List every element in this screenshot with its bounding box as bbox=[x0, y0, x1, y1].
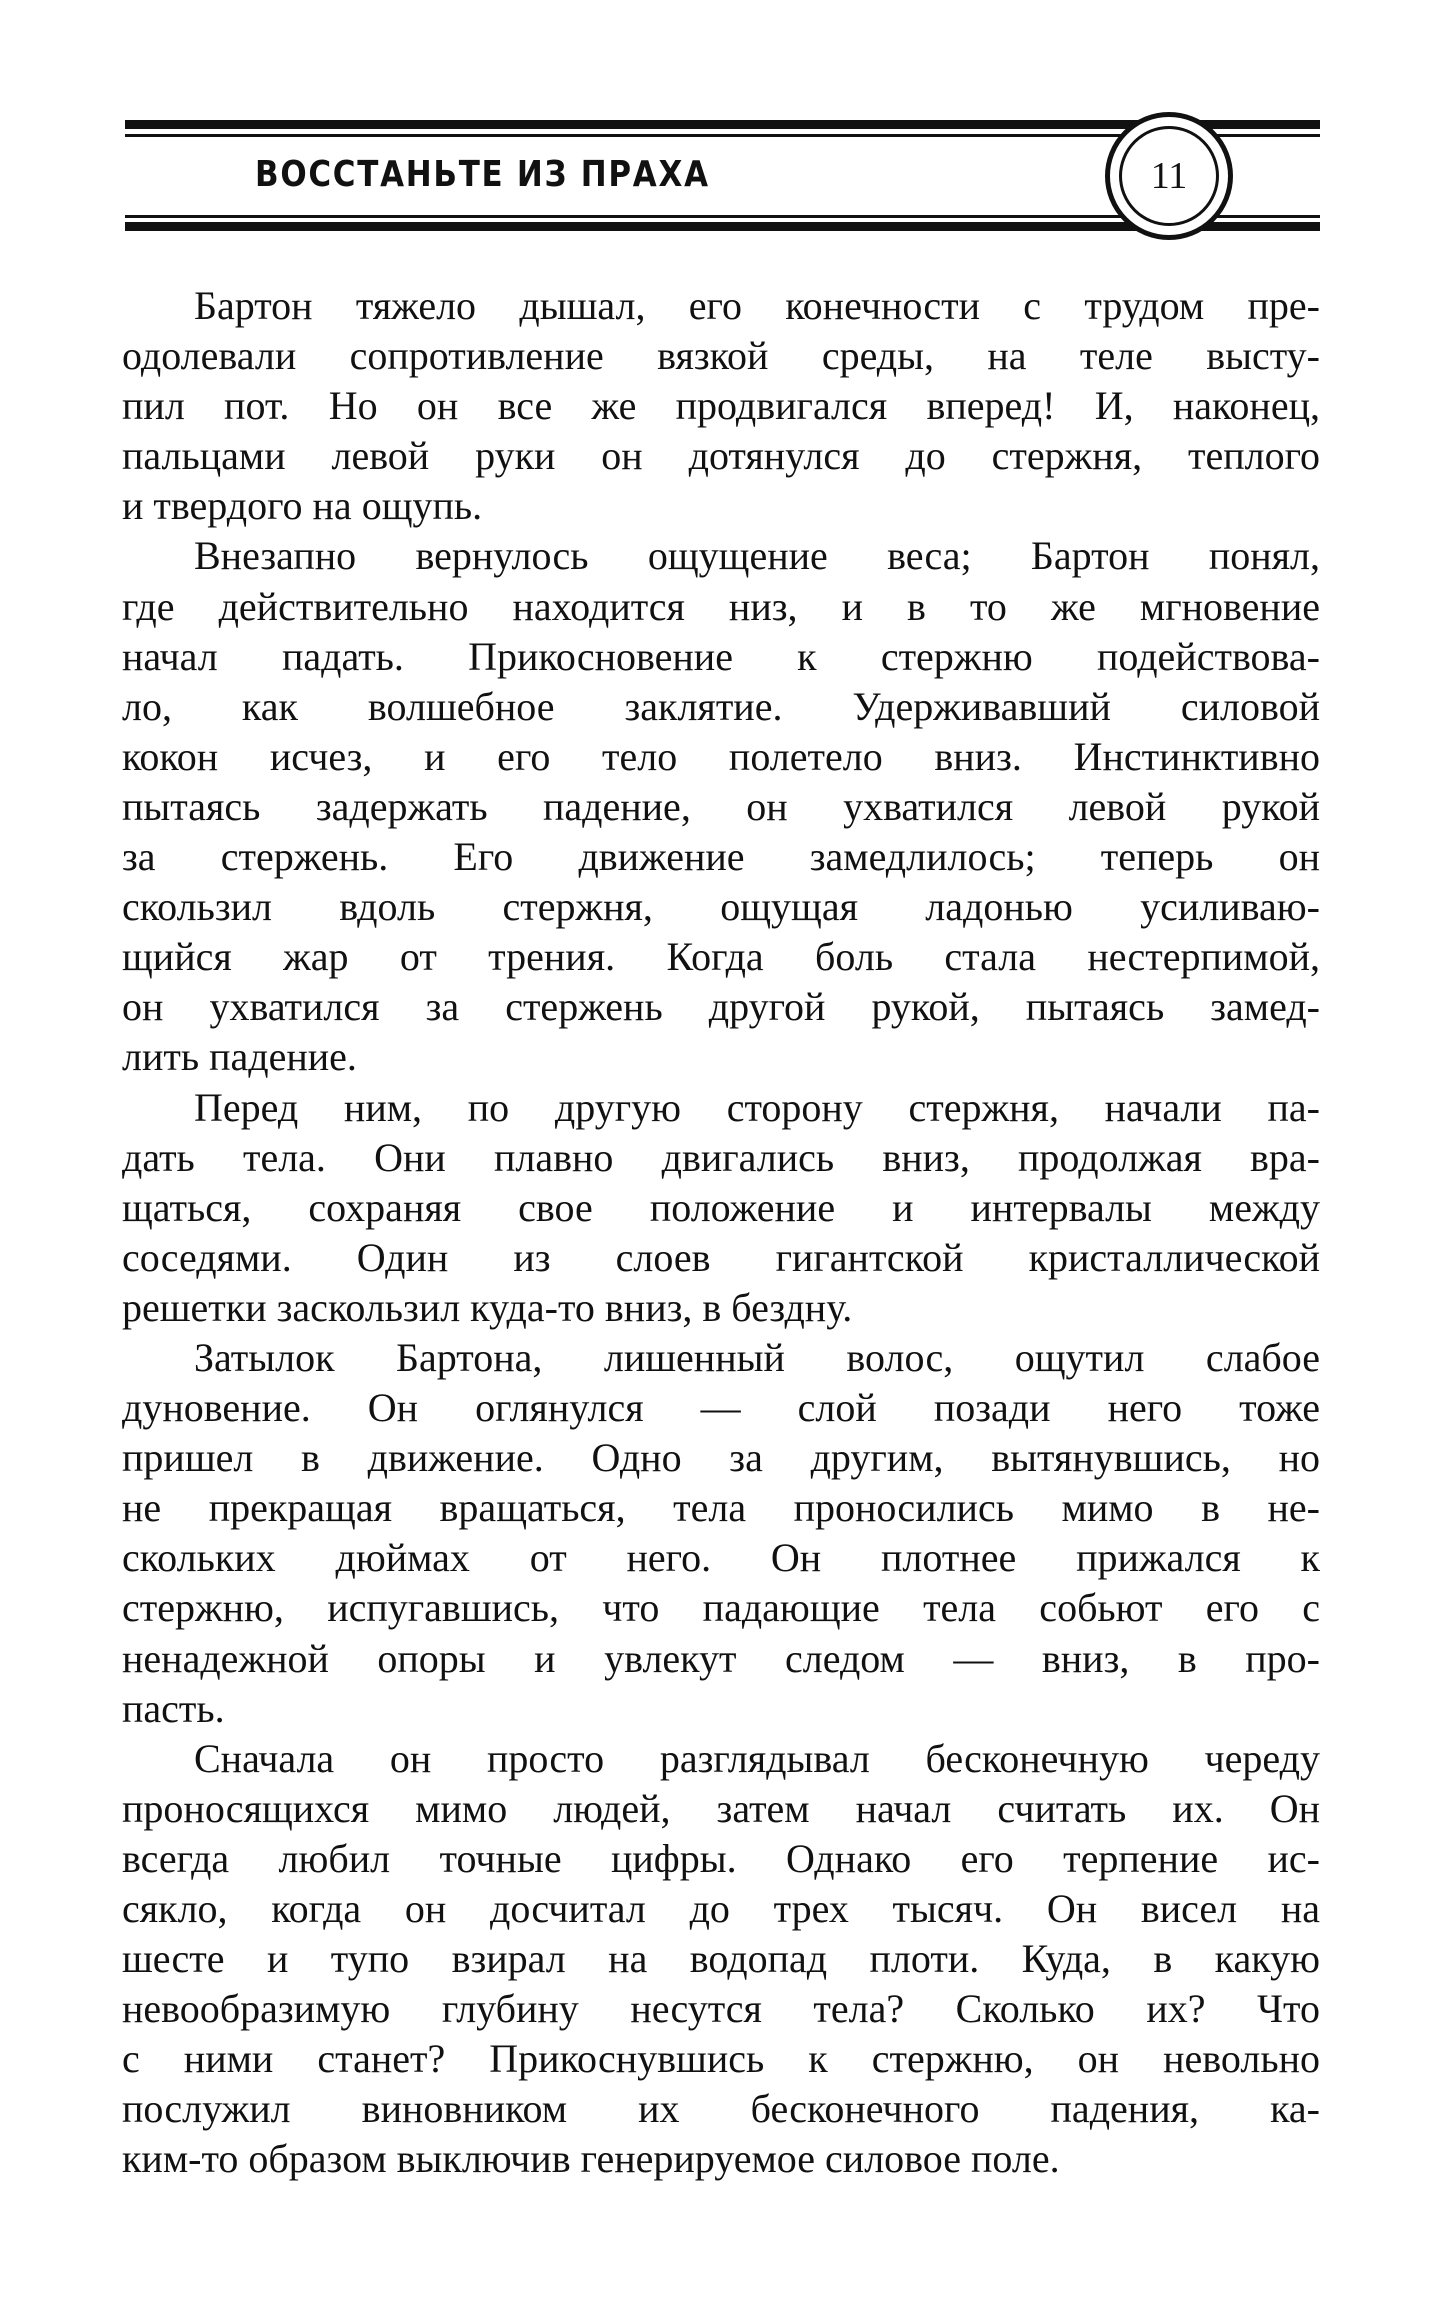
text-line: ло, как волшебное заклятие. Удерживавший силовой bbox=[122, 683, 1320, 729]
text-line: Затылок Бартона, лишенный волос, ощутил слабое bbox=[194, 1334, 1320, 1380]
text-line: начал падать. Прикосновение к стержню подействова- bbox=[122, 633, 1320, 679]
text-line: лить падение. bbox=[122, 1034, 357, 1080]
text-line: скольких дюймах от него. Он плотнее прижался к bbox=[122, 1535, 1320, 1581]
text-line: щийся жар от трения. Когда боль стала нестерпимой, bbox=[122, 934, 1320, 980]
paragraph bbox=[122, 1734, 1320, 2185]
text-line: решетки заскользил куда-то вниз, в бездну. bbox=[122, 1284, 853, 1330]
text-line: дуновение. Он оглянулся — слой позади него тоже bbox=[122, 1385, 1320, 1431]
text-line: где действительно находится низ, и в то же мгновение bbox=[122, 583, 1320, 629]
text-line: пасть. bbox=[122, 1685, 225, 1731]
body-text bbox=[122, 281, 1320, 2185]
text-line: ким-то образом выключив генерируемое силовое поле. bbox=[122, 2136, 1060, 2182]
paragraph bbox=[122, 1333, 1320, 1734]
text-line: Внезапно вернулось ощущение веса; Бартон понял, bbox=[194, 533, 1320, 579]
page-number-ring bbox=[1105, 112, 1233, 240]
page-number: 11 bbox=[1150, 155, 1188, 197]
text-line: и твердого на ощупь. bbox=[122, 483, 483, 529]
text-line: пытаясь задержать падение, он ухватился левой рукой bbox=[122, 783, 1320, 829]
text-line: проносящихся мимо людей, затем начал считать их. Он bbox=[122, 1785, 1320, 1831]
text-line: кокон исчез, и его тело полетело вниз. Инстинктивно bbox=[122, 733, 1320, 779]
text-line: ненадежной опоры и увлекут следом — вниз, в про- bbox=[122, 1635, 1320, 1681]
text-line: Сначала он просто разглядывал бесконечную череду bbox=[194, 1735, 1320, 1781]
text-line: дать тела. Они плавно двигались вниз, продолжая вра- bbox=[122, 1134, 1320, 1180]
page-number-ring-inner bbox=[1119, 126, 1219, 226]
text-line: шесте и тупо взирал на водопад плоти. Куда, в какую bbox=[122, 1936, 1320, 1982]
text-line: стержню, испугавшись, что падающие тела собьют его с bbox=[122, 1585, 1320, 1631]
text-line: всегда любил точные цифры. Однако его терпение ис- bbox=[122, 1835, 1320, 1881]
text-line: за стержень. Его движение замедлилось; теперь он bbox=[122, 834, 1320, 880]
running-header bbox=[125, 112, 1320, 240]
text-line: сякло, когда он досчитал до трех тысяч. Он висел на bbox=[122, 1886, 1320, 1931]
text-line: скользил вдоль стержня, ощущая ладонью усиливаю- bbox=[122, 884, 1320, 930]
paragraph bbox=[122, 531, 1320, 1082]
text-line: пришел в движение. Одно за другим, вытянувшись, но bbox=[122, 1435, 1320, 1481]
text-line: щаться, сохраняя свое положение и интервалы между bbox=[122, 1184, 1320, 1230]
text-line: послужил виновником их бесконечного падения, ка- bbox=[122, 2086, 1320, 2132]
text-line: не прекращая вращаться, тела проносились мимо в не- bbox=[122, 1485, 1320, 1531]
text-line: пил пот. Но он все же продвигался вперед! И, наконец, bbox=[122, 383, 1320, 429]
running-title: ВОССТАНЬТЕ ИЗ ПРАХА bbox=[255, 154, 710, 195]
text-line: соседями. Один из слоев гигантской кристаллической bbox=[122, 1234, 1320, 1280]
text-line: пальцами левой руки он дотянулся до стержня, теплого bbox=[122, 433, 1320, 479]
paragraph bbox=[122, 1083, 1320, 1333]
text-line: невообразимую глубину несутся тела? Сколько их? Что bbox=[122, 1986, 1320, 2032]
text-line: с ними станет? Прикоснувшись к стержню, он невольно bbox=[122, 2036, 1320, 2082]
paragraph bbox=[122, 281, 1320, 531]
text-line: он ухватился за стержень другой рукой, пытаясь замед- bbox=[122, 984, 1320, 1030]
text-line: одолевали сопротивление вязкой среды, на теле высту- bbox=[122, 333, 1320, 379]
text-line: Бартон тяжело дышал, его конечности с трудом пре- bbox=[194, 283, 1320, 328]
text-line: Перед ним, по другую сторону стержня, начали па- bbox=[194, 1084, 1320, 1130]
